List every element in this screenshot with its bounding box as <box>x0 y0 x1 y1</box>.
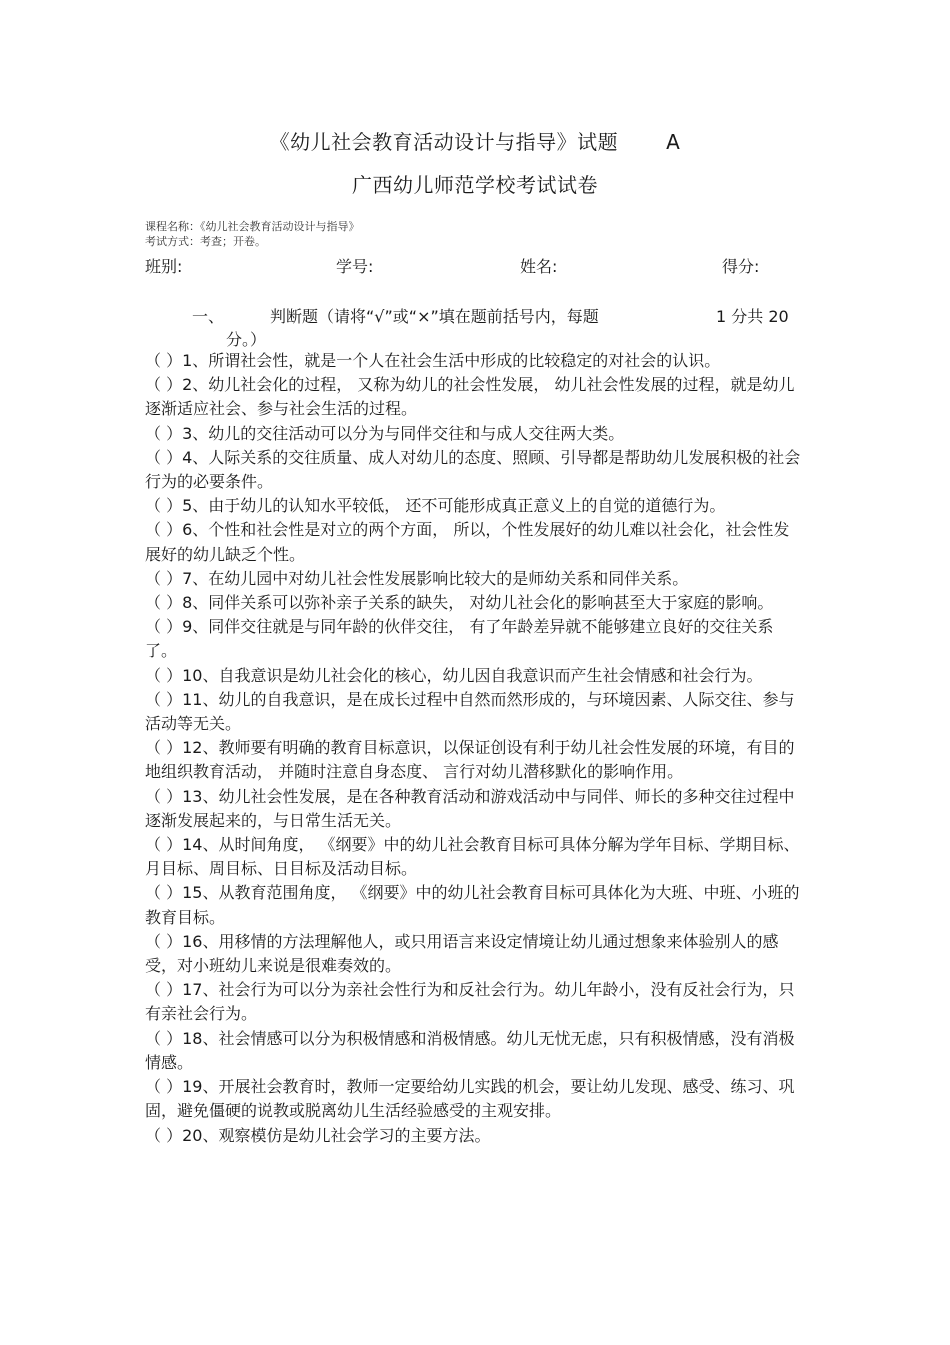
question-item: （ ）4、人际关系的交往质量、成人对幼儿的态度、照顾、引导都是帮助幼儿发展积极的社会行为的必要条件。 <box>145 447 801 492</box>
question-item: （ ）11、幼儿的自我意识，是在成长过程中自然而然形成的，与环境因素、人际交往、参与活动等无关。 <box>145 689 795 734</box>
score-label: 得分: <box>722 257 760 276</box>
student-id-label: 学号: <box>336 257 374 276</box>
name-label: 姓名: <box>520 257 558 276</box>
exam-version: A <box>666 130 681 154</box>
question-item: （ ）7、在幼儿园中对幼儿社会性发展影响比较大的是师幼关系和同伴关系。 <box>145 568 689 588</box>
question-item: （ ）6、个性和社会性是对立的两个方面， 所以，个性发展好的幼儿难以社会化，社会性发展好的幼儿缺乏个性。 <box>145 520 790 564</box>
question-item: （ ）8、同伴关系可以弥补亲子关系的缺失， 对幼儿社会化的影响甚至大于家庭的影响。 <box>145 593 774 613</box>
question-item: （ ）2、幼儿社会化的过程， 又称为幼儿的社会性发展， 幼儿社会性发展的过程，就是幼儿逐渐适应社会、参与社会生活的过程。 <box>145 375 795 419</box>
question-item: （ ）13、幼儿社会性发展，是在各种教育活动和游戏活动中与同伴、师长的多种交往过程中逐渐发展起来的，与日常生活无关。 <box>145 786 795 830</box>
question-item: （ ）19、开展社会教育时，教师一定要给幼儿实践的机会，要让幼儿发现、感受、练习、巩固，避免僵硬的说教或脱离幼儿生活经验感受的主观安排。 <box>145 1077 795 1121</box>
question-item: （ ）15、从教育范围角度， 《纲要》中的幼儿社会教育目标可具体化为大班、中班、小班的教育目标。 <box>145 883 800 927</box>
question-list <box>145 349 805 1148</box>
section-instruction: 判断题（请将“√”或“×”填在题前括号内，每题 <box>270 307 599 326</box>
class-label: 班别: <box>145 257 183 276</box>
question-item: （ ）5、由于幼儿的认知水平较低， 还不可能形成真正意义上的自觉的道德行为。 <box>145 496 726 516</box>
section-number: 一、 <box>192 307 225 326</box>
exam-title <box>0 126 950 155</box>
question-item: （ ）10、自我意识是幼儿社会化的核心，幼儿因自我意识而产生社会情感和社会行为。 <box>145 665 763 685</box>
exam-mode: 考试方式：考查；开卷。 <box>145 235 266 248</box>
question-item: （ ）9、同伴交往就是与同年龄的伙伴交往， 有了年龄差异就不能够建立良好的交往关系了。 <box>145 617 774 661</box>
school-title: 广西幼儿师范学校考试试卷 <box>352 173 598 197</box>
question-item: （ ）3、幼儿的交往活动可以分为与同伴交往和与成人交往两大类。 <box>145 423 625 443</box>
question-item: （ ）16、用移情的方法理解他人，或只用语言来设定情境让幼儿通过想象来体验别人的感受，对小班幼儿来说是很难奏效的。 <box>145 931 779 976</box>
course-name: 课程名称：《幼儿社会教育活动设计与指导》 <box>145 220 360 233</box>
question-item: （ ）20、观察模仿是幼儿社会学习的主要方法。 <box>145 1125 491 1145</box>
question-item: （ ）14、从时间角度， 《纲要》中的幼儿社会教育目标可具体分解为学年目标、学期目标、月目标、周目标、日目标及活动目标。 <box>145 835 800 879</box>
section-points: 1 分共 20 <box>716 307 789 326</box>
section-heading <box>0 304 950 348</box>
question-item: （ ）17、社会行为可以分为亲社会性行为和反社会行为。幼儿年龄小，没有反社会行为，只有亲社会行为。 <box>145 980 795 1024</box>
question-item: （ ）12、教师要有明确的教育目标意识，以保证创设有利于幼儿社会性发展的环境，有目的地组织教育活动， 并随时注意自身态度、 言行对幼儿潜移默化的影响作用。 <box>145 738 795 782</box>
section-instruction-tail: 分。） <box>226 330 267 349</box>
student-info-row <box>145 254 775 276</box>
question-item: （ ）18、社会情感可以分为积极情感和消极情感。幼儿无忧无虑，只有积极情感，没有消极情感。 <box>145 1028 795 1072</box>
question-item: （ ）1、所谓社会性，就是一个人在社会生活中形成的比较稳定的对社会的认识。 <box>145 351 721 370</box>
exam-title-text: 《幼儿社会教育活动设计与指导》试题 <box>269 130 619 154</box>
